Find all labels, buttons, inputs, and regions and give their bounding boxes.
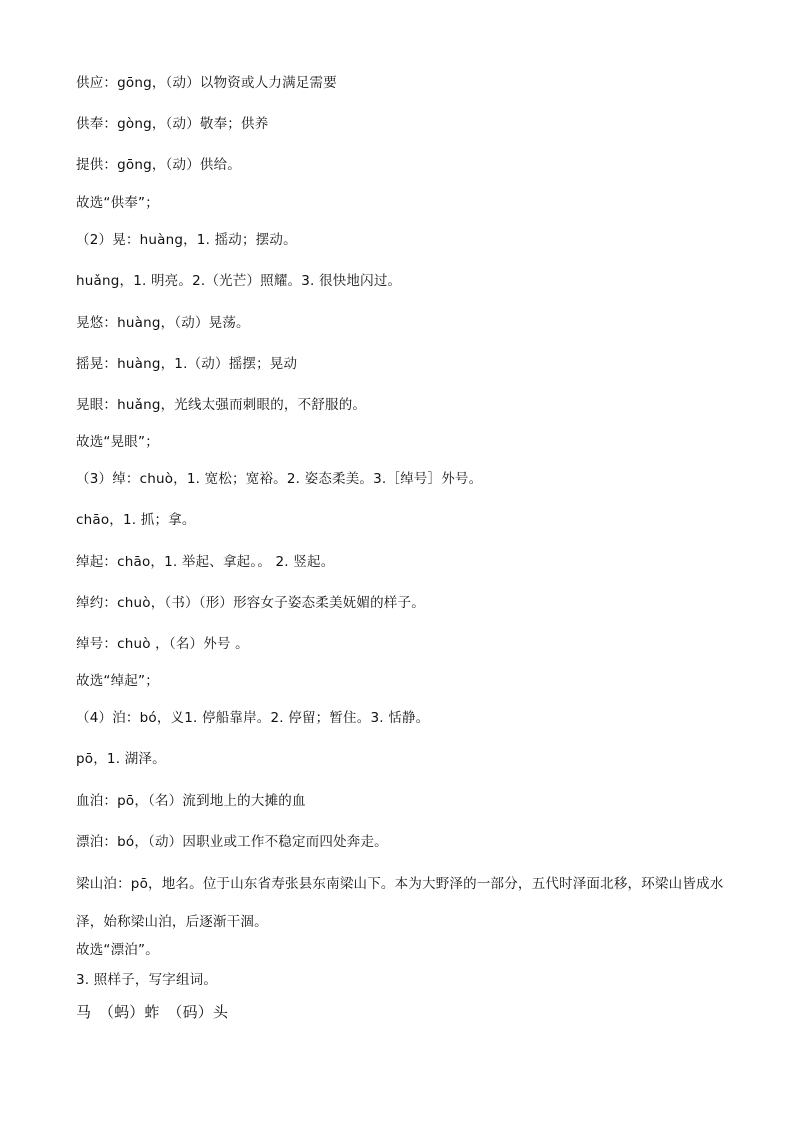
text-line: 提供：gōng，（动）供给。: [76, 157, 242, 173]
text-line: 晃悠：huàng，（动）晃荡。: [76, 315, 250, 331]
text-line: huǎng，1. 明亮。2.（光芒）照耀。3. 很快地闪过。: [76, 273, 402, 289]
text-line: 故选“漂泊”。: [76, 942, 159, 958]
text-line: 血泊：pō，（名）流到地上的大摊的血: [76, 793, 306, 809]
text-line: （3）绰：chuò，1. 宽松；宽裕。2. 姿态柔美。3.［绰号］外号。: [76, 471, 483, 487]
text-line: 绰约：chuò，（书）（形）形容女子姿态柔美妩媚的样子。: [76, 595, 425, 611]
question-heading: 3. 照样子，写字组词。: [76, 972, 218, 988]
text-line: 故选“绰起”；: [76, 673, 159, 689]
text-line: （4）泊：bó，义1. 停船靠岸。2. 停留；暂住。3. 恬静。: [76, 710, 430, 726]
exercise-line: 马 （蚂）蚱 （码）头: [76, 1003, 229, 1021]
text-line: 故选“晃眼”；: [76, 434, 159, 450]
text-line: 绰起：chāo，1. 举起、拿起。。 2. 竖起。: [76, 554, 335, 570]
text-line: 晃眼：huǎng，光线太强而刺眼的，不舒服的。: [76, 397, 367, 413]
text-line: （2）晃：huàng，1. 摇动；摆动。: [76, 232, 297, 248]
text-paragraph: 梁山泊：pō，地名。位于山东省寿张县东南梁山下。本为大野泽的一部分，五代时泽面北移，环梁山皆成水泽，始称梁山泊，后逐渐干涸。: [76, 876, 724, 930]
text-line: pō，1. 湖泽。: [76, 751, 166, 767]
text-line: 故选“供奉”；: [76, 195, 159, 211]
text-line: 绰号：chuò ，（名）外号 。: [76, 636, 249, 652]
text-line: 供应：gōng，（动）以物资或人力满足需要: [76, 75, 337, 91]
text-line: chāo，1. 抓；拿。: [76, 512, 196, 528]
text-line: 摇晃：huàng，1.（动）摇摆；晃动: [76, 356, 298, 372]
text-line: 供奉：gòng，（动）敬奉；供养: [76, 116, 269, 132]
text-line: 漂泊：bó，（动）因职业或工作不稳定而四处奔走。: [76, 834, 388, 850]
